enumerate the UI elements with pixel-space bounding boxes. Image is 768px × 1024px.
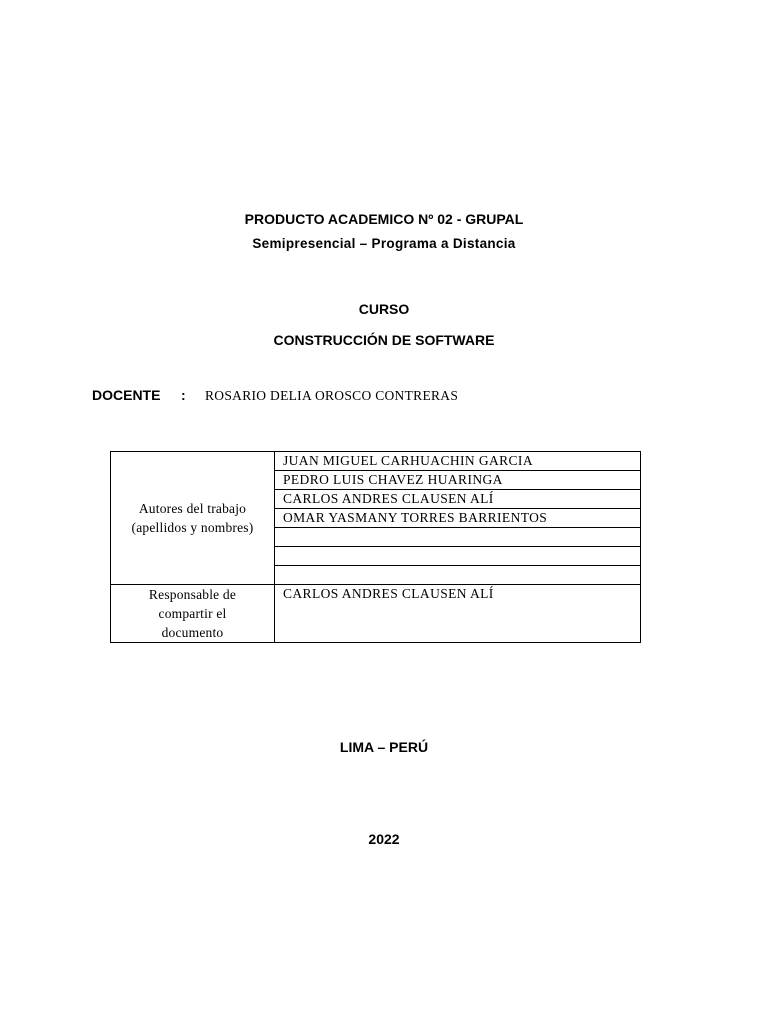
author-name-empty bbox=[275, 528, 641, 547]
table-row bbox=[111, 585, 641, 643]
responsible-label-line1: Responsable de bbox=[148, 587, 237, 602]
author-name-empty bbox=[275, 566, 641, 585]
course-name: CONSTRUCCIÓN DE SOFTWARE bbox=[273, 332, 495, 348]
teacher-label: DOCENTE bbox=[92, 387, 161, 403]
teacher-name: ROSARIO DELIA OROSCO CONTRERAS bbox=[205, 388, 459, 403]
authors-label-line1: Autores del trabajo bbox=[138, 501, 247, 516]
authors-table bbox=[110, 451, 641, 643]
responsible-label-line2: compartir el bbox=[158, 606, 227, 621]
author-name: CARLOS ANDRES CLAUSEN ALÍ bbox=[275, 490, 641, 509]
teacher-separator: : bbox=[181, 387, 186, 403]
responsible-name: CARLOS ANDRES CLAUSEN ALÍ bbox=[275, 585, 641, 643]
course-label: CURSO bbox=[358, 301, 410, 317]
place: LIMA – PERÚ bbox=[339, 739, 429, 755]
responsible-label-line3: documento bbox=[161, 625, 224, 640]
table-row bbox=[111, 452, 641, 471]
author-name: JUAN MIGUEL CARHUACHIN GARCIA bbox=[275, 452, 641, 471]
author-name: PEDRO LUIS CHAVEZ HUARINGA bbox=[275, 471, 641, 490]
author-name-empty bbox=[275, 547, 641, 566]
document-subtitle: Semipresencial – Programa a Distancia bbox=[252, 236, 516, 251]
responsible-label-cell bbox=[111, 585, 275, 643]
year: 2022 bbox=[368, 831, 400, 847]
document-title: PRODUCTO ACADEMICO Nº 02 - GRUPAL bbox=[244, 211, 524, 227]
authors-label-cell bbox=[111, 452, 275, 585]
author-name: OMAR YASMANY TORRES BARRIENTOS bbox=[275, 509, 641, 528]
authors-label-line2: (apellidos y nombres) bbox=[131, 520, 254, 535]
